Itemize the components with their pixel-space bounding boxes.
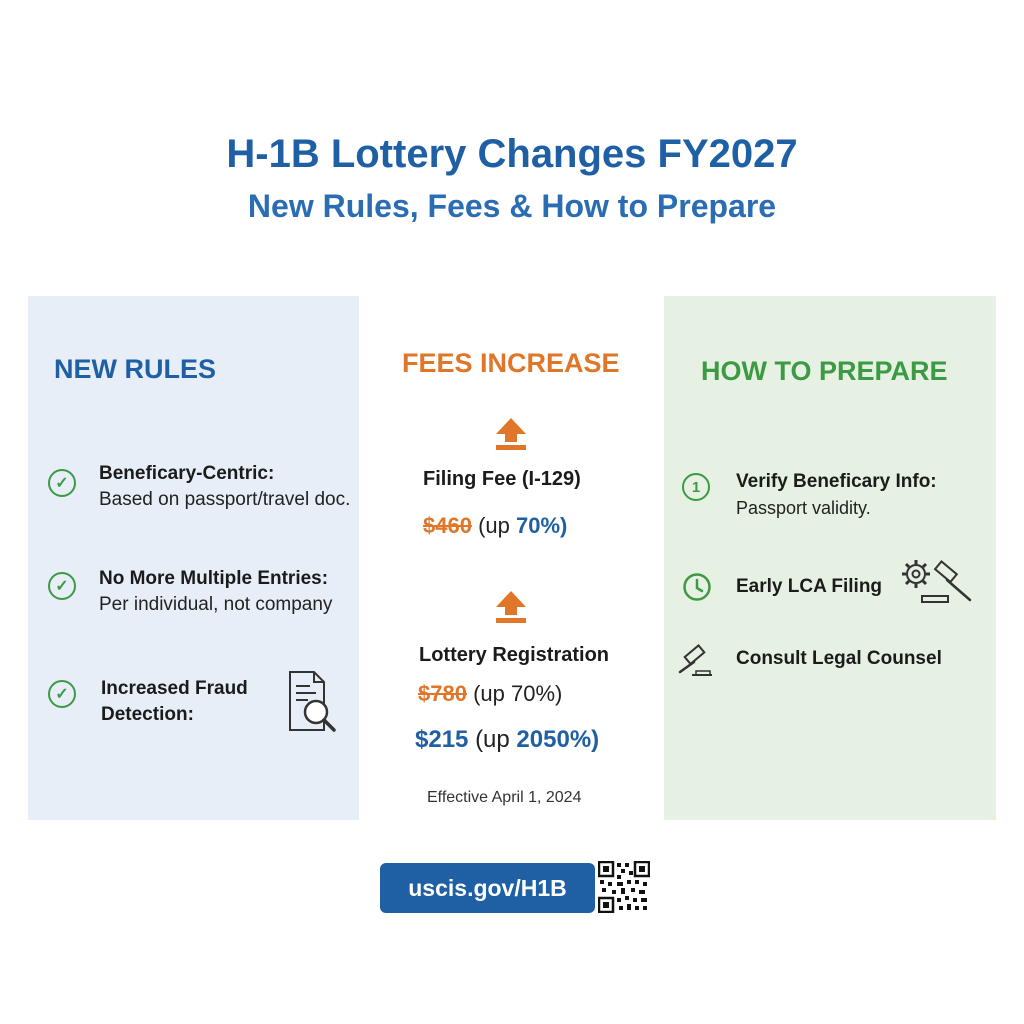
lottery-up-text: (up 70%) — [473, 681, 563, 706]
prepare-2-title: Early LCA Filing — [736, 576, 883, 597]
prepare-3-title: Consult Legal Counsel — [736, 648, 942, 669]
clock-icon — [682, 572, 712, 602]
lottery-label: Lottery Registration — [419, 644, 610, 666]
new-rules-heading: NEW RULES — [54, 354, 216, 384]
lottery-new-price: $215 — [415, 726, 469, 753]
filing-fee-label: Filing Fee (I-129) — [423, 468, 581, 490]
filing-up-pct: 70%) — [516, 513, 568, 538]
rule-3-title-line2: Detection: — [101, 704, 194, 725]
check-circle-icon: ✓ — [48, 680, 76, 708]
rule-2-title: No More Multiple Entries: — [99, 568, 329, 589]
fees-heading: FEES INCREASE — [402, 348, 620, 378]
prepare-1-desc: Passport validity. — [736, 498, 871, 518]
fees-panel — [359, 296, 665, 820]
document-magnifier-icon — [286, 668, 340, 736]
prepare-heading: HOW TO PREPARE — [701, 356, 948, 386]
uscis-link-button[interactable]: uscis.gov/H1B — [380, 863, 595, 913]
new-rules-panel — [28, 296, 359, 820]
gavel-icon — [676, 644, 716, 680]
filing-up-text: (up — [478, 513, 510, 538]
prepare-panel — [664, 296, 996, 820]
lottery-new-up-pct: 2050%) — [516, 726, 600, 753]
rule-1-desc: Based on passport/travel doc. — [99, 489, 351, 510]
lottery-old-price: $780 — [418, 681, 467, 706]
qr-code-icon[interactable] — [598, 861, 650, 913]
lottery-old-line — [418, 681, 562, 707]
lottery-new-line — [415, 726, 599, 754]
check-circle-icon: ✓ — [48, 469, 76, 497]
number-one-icon: 1 — [682, 473, 710, 501]
page-subtitle: New Rules, Fees & How to Prepare — [247, 188, 777, 224]
effective-date: Effective April 1, 2024 — [427, 789, 582, 806]
filing-fee-line — [423, 513, 567, 539]
page-title: H-1B Lottery Changes FY2027 — [226, 132, 798, 176]
arrow-up-icon — [496, 418, 526, 450]
lottery-new-up-text: (up — [475, 726, 510, 753]
arrow-up-icon — [496, 591, 526, 623]
rule-3-title-line1: Increased Fraud — [101, 678, 248, 699]
filing-old-price: $460 — [423, 513, 472, 538]
check-circle-icon: ✓ — [48, 572, 76, 600]
gear-gavel-icon — [900, 558, 974, 606]
rule-1-title: Beneficary-Centric: — [99, 463, 275, 484]
rule-2-desc: Per individual, not company — [99, 594, 333, 615]
prepare-1-title: Verify Beneficary Info: — [736, 471, 937, 492]
